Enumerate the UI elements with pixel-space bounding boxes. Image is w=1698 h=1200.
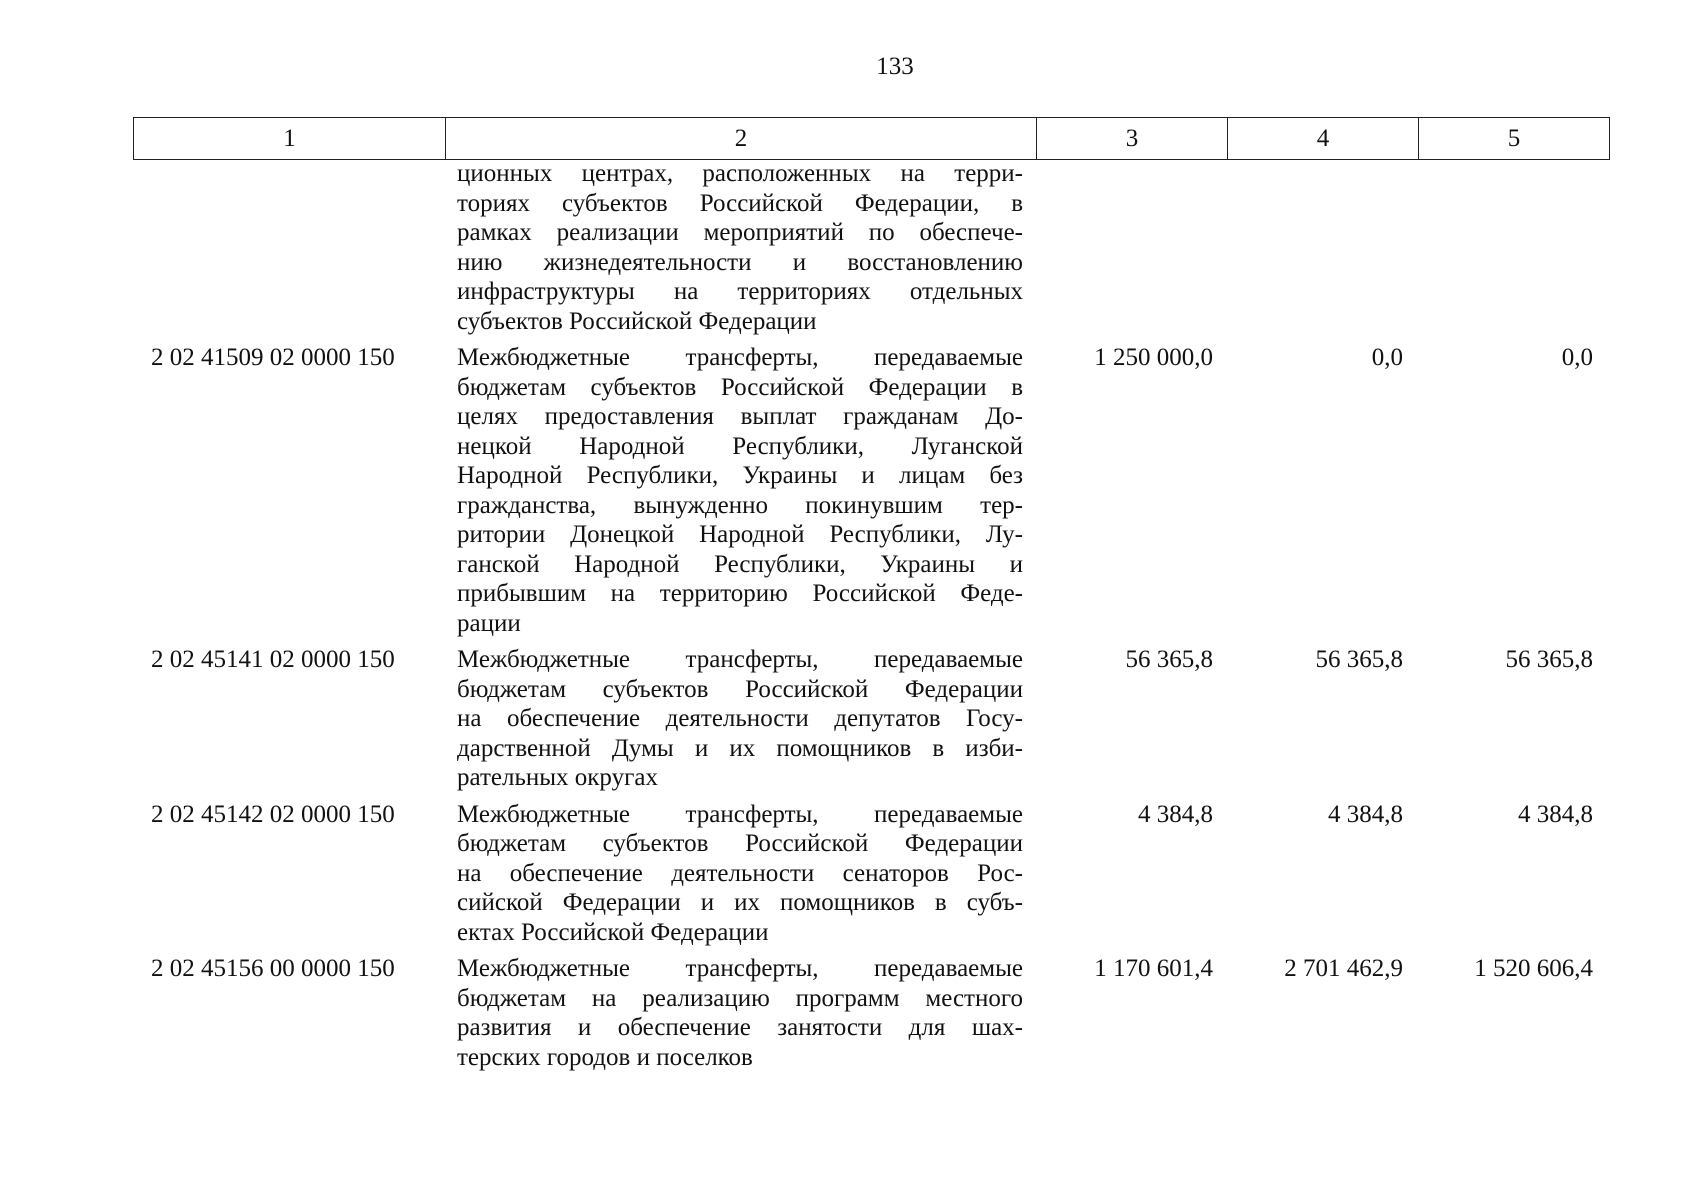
header-col-4: 4	[1228, 118, 1419, 160]
description-line: дарственной Думы и их помощников в изби-	[457, 734, 1023, 762]
header-col-1: 1	[134, 118, 446, 160]
amount-col-5: 56 365,8	[1505, 646, 1593, 673]
header-col-5: 5	[1419, 118, 1610, 160]
budget-code: 2 02 45156 00 0000 150	[151, 955, 395, 982]
description	[444, 954, 1034, 1072]
table-row	[133, 645, 1605, 793]
table-row	[133, 343, 1605, 638]
description-line: ционных центрах, расположенных на терри-	[457, 160, 1023, 187]
description-line: гражданства, вынужденно покинувшим тер-	[457, 491, 1023, 519]
description-line: Народной Республики, Украины и лицам без	[457, 462, 1023, 489]
description-line: ториях субъектов Российской Федерации, в	[457, 189, 1023, 217]
description-line: ритории Донецкой Народной Республики, Лу-	[457, 521, 1023, 548]
amount-col-3: 1 250 000,0	[1094, 344, 1213, 371]
table-row	[133, 800, 1605, 948]
description-line: бюджетам на реализацию программ местного	[457, 984, 1023, 1012]
description-line: нецкой Народной Республики, Луганской	[457, 432, 1023, 460]
description-line: рамках реализации мероприятий по обеспече-	[457, 219, 1023, 246]
description	[444, 645, 1034, 793]
amount-col-5: 0,0	[1561, 344, 1593, 371]
description-line: Межбюджетные трансферты, передаваемые	[457, 344, 1023, 371]
budget-code: 2 02 41509 02 0000 150	[151, 344, 395, 371]
description-line: ектах Российской Федерации	[457, 918, 769, 946]
description-line: бюджетам субъектов Российской Федерации в	[457, 373, 1023, 401]
table-row	[133, 159, 1605, 336]
description-line: терских городов и поселков	[457, 1043, 753, 1071]
table-row	[133, 954, 1605, 1072]
description-line: инфраструктуры на территориях отдельных	[457, 278, 1023, 305]
description-line: ганской Народной Республики, Украины и	[457, 550, 1023, 578]
table-header-row	[134, 118, 1610, 160]
description-line: целях предоставления выплат гражданам До-	[457, 403, 1023, 430]
description-line: рательных округах	[457, 764, 658, 791]
description	[444, 159, 1034, 336]
amount-col-4: 56 365,8	[1315, 646, 1403, 673]
description-line: Межбюджетные трансферты, передаваемые	[457, 646, 1023, 673]
header-col-3: 3	[1037, 118, 1228, 160]
description	[444, 800, 1034, 948]
table-header	[133, 117, 1610, 160]
description	[444, 343, 1034, 638]
description-line: Межбюджетные трансферты, передаваемые	[457, 955, 1023, 982]
amount-col-3: 56 365,8	[1125, 646, 1213, 673]
description-line: прибывшим на территорию Российской Феде-	[457, 580, 1023, 607]
description-line: Межбюджетные трансферты, передаваемые	[457, 800, 1023, 828]
page-number: 133	[876, 53, 914, 80]
budget-code: 2 02 45142 02 0000 150	[151, 800, 395, 828]
budget-code: 2 02 45141 02 0000 150	[151, 646, 395, 673]
description-line: на обеспечение деятельности депутатов Госу-	[457, 705, 1023, 732]
description-line: сийской Федерации и их помощников в субъ-	[457, 889, 1023, 916]
description-line: бюджетам субъектов Российской Федерации	[457, 675, 1023, 703]
amount-col-5: 4 384,8	[1518, 800, 1593, 828]
table-body	[133, 159, 1605, 1072]
description-line: нию жизнедеятельности и восстановлению	[457, 248, 1023, 276]
amount-col-5: 1 520 606,4	[1474, 955, 1593, 982]
description-line: развития и обеспечение занятости для шах-	[457, 1014, 1023, 1041]
description-line: субъектов Российской Федерации	[457, 307, 817, 335]
amount-col-3: 1 170 601,4	[1094, 955, 1213, 982]
amount-col-3: 4 384,8	[1138, 800, 1213, 828]
amount-col-4: 0,0	[1371, 344, 1403, 371]
description-line: на обеспечение деятельности сенаторов Рос-	[457, 859, 1023, 887]
description-line: рации	[457, 609, 521, 637]
header-col-2: 2	[446, 118, 1037, 160]
amount-col-4: 2 701 462,9	[1284, 955, 1403, 982]
description-line: бюджетам субъектов Российской Федерации	[457, 830, 1023, 857]
amount-col-4: 4 384,8	[1328, 800, 1403, 828]
